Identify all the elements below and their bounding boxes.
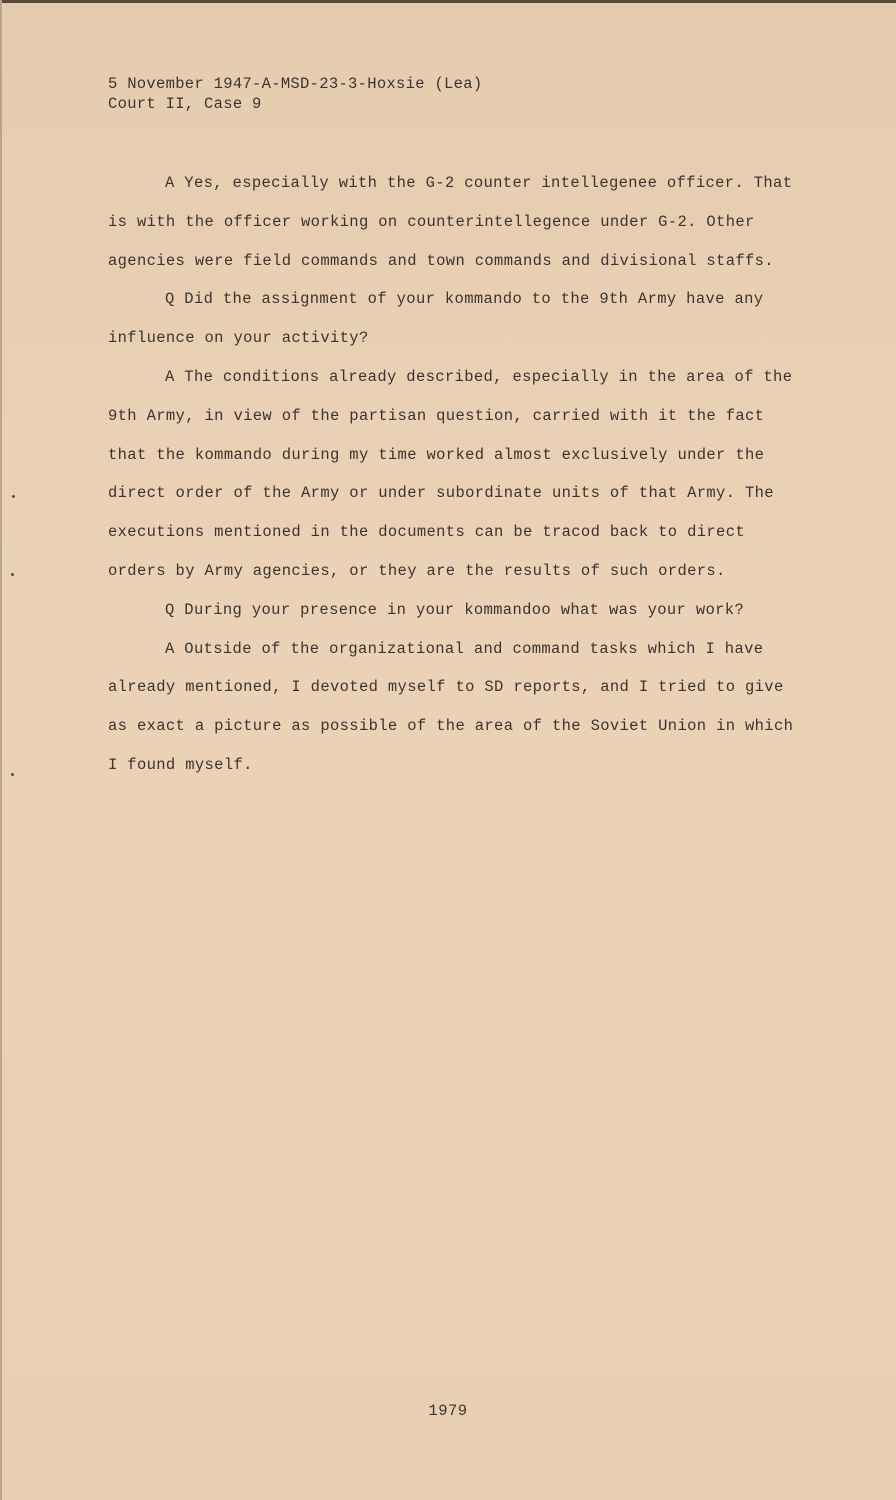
answer-paragraph: A The conditions already described, especially in the area of the 9th Army, in view of the partisan question, carried with it the fact that the kommando during my time worked almost exclusively under the direct order of the Army or under subordinate units of that Army. The executions mentioned in the documents can be tracod back to direct orders by Army agencies, or they are the results of such orders. xyxy=(108,367,793,580)
page-left-edge xyxy=(0,0,2,1500)
paper-speck xyxy=(12,495,15,498)
question-paragraph: Q During your presence in your kommandoo what was your work? xyxy=(165,600,745,619)
page-top-edge xyxy=(0,0,896,3)
document-header xyxy=(108,74,482,114)
transcript-body xyxy=(108,164,808,785)
question-paragraph: Q Did the assignment of your kommando to the 9th Army have any influence on your activity? xyxy=(108,290,764,348)
paper-speck xyxy=(11,573,14,576)
header-court-line: Court II, Case 9 xyxy=(108,95,262,113)
paper-speck xyxy=(11,773,14,776)
answer-paragraph: A Yes, especially with the G-2 counter intellegenee officer. That is with the officer working on counterintellegence under G-2. Other agencies were field commands and town commands and divisional staffs. xyxy=(108,174,793,270)
answer-paragraph: A Outside of the organizational and command tasks which I have already mentioned, I devoted myself to SD reports, and I tried to give as exact a picture as possible of the area of the Soviet Union in which I found myself. xyxy=(108,639,794,774)
page-number: 1979 xyxy=(428,1402,468,1420)
header-date-line: 5 November 1947-A-MSD-23-3-Hoxsie (Lea) xyxy=(108,75,483,93)
